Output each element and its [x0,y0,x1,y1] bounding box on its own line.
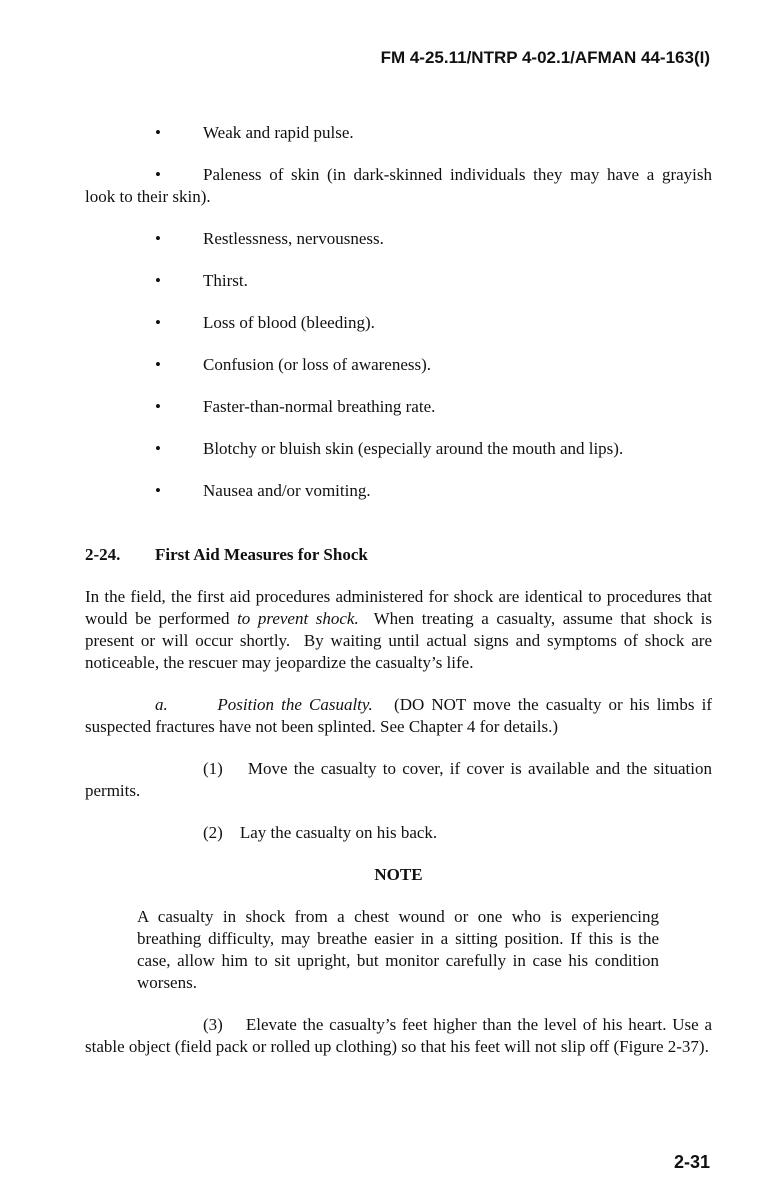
bullet-icon: • [155,229,161,248]
list-item-text: Blotchy or bluish skin (especially around the mouth and lips). [203,439,624,458]
step-2-label: (2) [203,823,223,842]
step-1 [85,758,712,802]
document-header: FM 4-25.11/NTRP 4-02.1/AFMAN 44-163(I) [380,48,710,67]
bullet-icon: • [155,481,161,500]
list-item [85,228,712,250]
step-3-label: (3) [203,1015,223,1034]
list-item [85,396,712,418]
bullet-icon: • [155,271,161,290]
step-3 [85,1014,712,1058]
step-1-text: Move the casualty to cover, if cover is available and the situation permits. [85,759,712,800]
list-item-text: Confusion (or loss of awareness). [203,355,432,374]
intro-italic: to prevent shock. [237,609,359,628]
section-title: First Aid Measures for Shock [155,545,368,564]
bullet-icon: • [155,123,161,142]
step-1-label: (1) [203,759,223,778]
para-a-text: (DO NOT move the casualty or his limbs if suspected fractures have not been splinted. See Chapter 4 for details.) [85,695,712,736]
list-item [85,122,712,144]
note-body: A casualty in shock from a chest wound or one who is experiencing breathing difficulty, may breathe easier in a sitting position. If this is the case, allow him to sit upright, but monitor carefully in case his condition worsens. [137,907,659,992]
bullet-icon: • [155,355,161,374]
list-item [85,354,712,376]
intro-text: In the field, the first aid procedures administered for shock are identical to procedures that would be performed [85,587,712,628]
intro-paragraph [85,586,717,674]
list-item [85,480,712,502]
section-heading [85,544,712,566]
list-item-text: Weak and rapid pulse. [203,123,354,142]
note-title: NOTE [374,865,423,884]
list-item [85,164,712,208]
list-item-text: Loss of blood (bleeding). [203,313,375,332]
list-item-text: Paleness of skin (in dark-skinned individuals they may have a grayish look to their skin). [85,165,712,206]
page-number: 2-31 [673,1152,710,1172]
para-a-title: Position the Casualty. [217,695,373,714]
step-2 [85,822,712,844]
step-3-text: Elevate the casualty’s feet higher than the level of his heart. Use a stable object (field pack or rolled up clothing) so that his feet will not slip off (Figure 2-37). [85,1015,713,1056]
page-content [85,118,717,1058]
bullet-icon: • [155,439,161,458]
para-a-label: a. [155,695,168,714]
bullet-icon: • [155,397,161,416]
list-item-text: Thirst. [203,271,248,290]
list-item [85,312,712,334]
bullet-icon: • [155,313,161,332]
list-item [85,270,712,292]
section-number: 2-24. [85,545,121,564]
paragraph-a [85,694,712,738]
bullet-icon: • [155,165,161,184]
list-item-text: Nausea and/or vomiting. [203,481,371,500]
list-item [85,438,712,460]
intro-text-2: When treating a casualty, assume that shock is present or will occur shortly. By waiting until actual signs and symptoms of shock are noticeable, the rescuer may jeopardize the casualty’s life. [85,609,717,672]
step-2-text: Lay the casualty on his back. [239,823,438,842]
list-item-text: Faster-than-normal breathing rate. [203,397,436,416]
list-item-text: Restlessness, nervousness. [203,229,384,248]
